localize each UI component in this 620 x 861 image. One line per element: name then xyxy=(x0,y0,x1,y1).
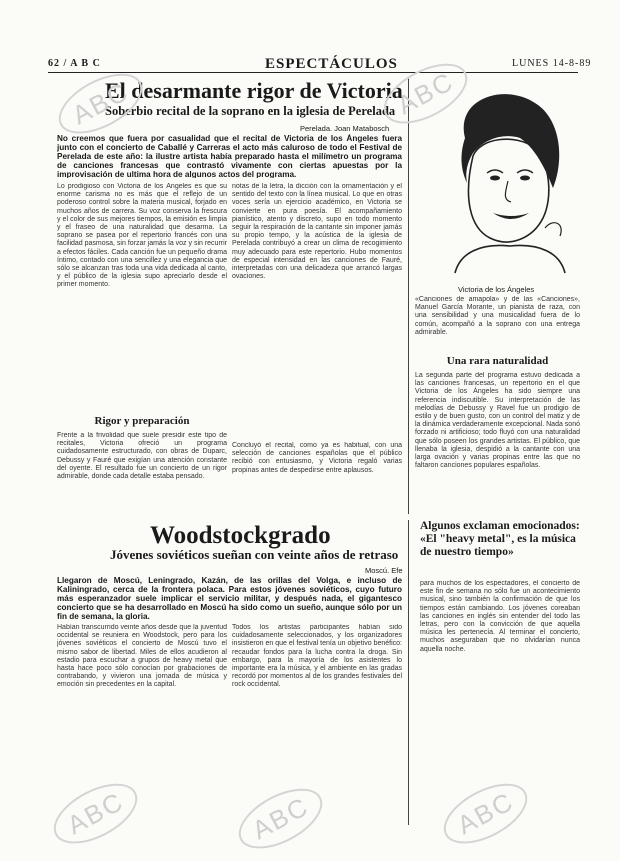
article2-column-1: Habían transcurrido veinte años desde que la juventud occidental se reuniera en Woodstock, pero para los jóvenes soviéticos el concierto de Moscú tuvo el mismo sabor de libertad. Miles de ellos acudieron al estadio para escuchar a grupos de heavy metal que hasta hace poco sólo conocían por grabaciones de contrabando, y vivieron una jornada de música y emoción sin precedentes en la capital. xyxy=(57,624,227,689)
column-divider xyxy=(408,78,409,514)
caricature-drawing xyxy=(425,78,580,278)
article1-subhead-2: Una rara naturalidad xyxy=(446,355,549,367)
article1-subtitle: Soberbio recital de la soprano en la iglesia de Perelada xyxy=(105,104,396,118)
page-date: LUNES 14-8-89 xyxy=(512,58,592,69)
section-title: ESPECTÁCULOS xyxy=(265,56,398,72)
abc-watermark: ABC xyxy=(434,771,537,855)
abc-watermark: ABC xyxy=(44,771,147,855)
abc-watermark: ABC xyxy=(229,776,332,860)
article1-column-1: Lo prodigioso con Victoria de los Ángeles es que su enorme carisma no es más que el reflejo de un poderoso control sobre la materia musical, forjado en muchos años de carrera. Su voz conserva la frescura y el color de sus mejores tiempos, la emisión es limpia y el fraseo de una naturalidad que desarma. La soprano se pasea por el repertorio francés con una facilidad pasmosa, sin forzar jamás la voz y sin recurrir a efectos fáciles. Cada canción fue un pequeño drama íntimo, contado con una sencillez y una elegancia que sólo se alcanzan tras toda una vida dedicada al canto, y el público de la iglesia supo apreciarlo desde el primer momento. xyxy=(57,183,227,289)
article2-column-3: para muchos de los espectadores, el concierto de este fin de semana no sólo fue un acontecimiento musical, sino también la confirmación de que los tiempos están cambiando. Los jóvenes coreaban las canciones en inglés sin entender del todo las letras, pero con la convicción de que aquella música les pertenecía. Al terminar el concierto, muchos aseguraban que no olvidarían nunca aquella noche. xyxy=(420,580,580,653)
article2-byline: Moscú. Efe xyxy=(365,566,403,575)
column-divider-2 xyxy=(408,520,409,825)
article1-column-2b: Concluyó el recital, como ya es habitual, con una selección de canciones españolas que el público recibió con entusiasmo, y Victoria regaló varias propinas antes de despedirse entre aplausos. xyxy=(232,442,402,474)
article2-pullquote: Algunos exclaman emocionados: «El "heavy metal", es la música de nuestro tiempo» xyxy=(420,520,580,558)
article1-subhead-1: Rigor y preparación xyxy=(94,415,190,427)
page-label: 62 / A B C xyxy=(48,58,101,69)
article2-column-2: Todos los artistas participantes habían sido cuidadosamente seleccionados, y los organizadores insistieron en que el festival tenía un objetivo benéfico: recaudar fondos para la lucha contra la droga. Sin embargo, para la mayoría de los asistentes lo importante era la música, y el ambiente en las gradas recordó por momentos al de los grandes festivales del rock occidental. xyxy=(232,624,402,689)
article2-title: Woodstockgrado xyxy=(150,522,331,549)
article1-column-2: notas de la letra, la dicción con la ornamentación y el sentido del texto con la línea musical. Lo que en otras voces sería un ejercicio académico, en Victoria se convierte en pura poesía. El acompañamiento pianístico, atento y discreto, supo en todo momento seguir la respiración de la cantante sin imponer jamás su propio tempo, y la acústica de la iglesia de Perelada contribuyó a crear un clima de recogimiento muy adecuado para este repertorio. Hubo momentos de especial intensidad en las canciones de Fauré, interpretadas con una delicadeza que arrancó largas ovaciones. xyxy=(232,183,402,281)
article1-column-1b: Frente a la frivolidad que suele presidir este tipo de recitales, Victoria ofreció un programa cuidadosamente estructurado, con obras de Duparc, Debussy y Fauré que exigían una atención constante del oyente. El resultado fue un concierto de un rigor admirable, donde cada detalle estaba pensado. xyxy=(57,432,227,481)
article1-column-3-top: «Canciones de amapola» y de las «Canciones», Manuel García Morante, un pianista de raza, con una sensibilidad y una musicalidad fuera de lo común, acompañó a la soprano con una entrega admirable. xyxy=(415,296,580,336)
caricature-illustration xyxy=(425,78,580,278)
abc-watermark: ABC xyxy=(374,51,477,135)
caricature-caption: Victoria de los Ángeles xyxy=(458,285,535,294)
article1-title: El desarmante rigor de Victoria xyxy=(105,78,403,103)
article2-subtitle: Jóvenes soviéticos sueñan con veinte años de retraso xyxy=(110,547,399,562)
article1-lead: No creemos que fuera por casualidad que el recital de Victoria de los Ángeles fuera junto con el concierto de Caballé y Carreras el acto más caluroso de todo el Festival de Perelada de este año: la ilustre artista había preparado hasta el milímetro un programa de canciones francesas que contrastó vivamente con ciertas apuestas por la improvisación de ultima hora de algunos actos del programa. xyxy=(57,134,402,178)
abc-watermark: ABC xyxy=(49,61,152,145)
article1-column-3: La segunda parte del programa estuvo dedicada a las canciones francesas, un repertorio en el que Victoria de los Ángeles ha sido siempre una referencia indiscutible. Su interpretación de las melodías de Debussy y Ravel fue un prodigio de estilo y de buen gusto, con un control del matiz y de la dinámica verdaderamente excepcional. Nada sonó forzado ni artificioso; todo fluyó con una naturalidad que sólo poseen los grandes artistas. El público, que llenaba la iglesia, despidió a la cantante con una larga ovación y varias propinas entre las que no faltaron canciones populares españolas. xyxy=(415,372,580,470)
article2-lead: Llegaron de Moscú, Leningrado, Kazán, de las orillas del Volga, e incluso de Kaliningrado, cerca de la frontera polaca. Para estos jóvenes soviéticos, cuyo futuro más esperanzador suele implicar el servicio militar, y después nada, el gigantesco concierto que se ha desarrollado en Moscú ha sido como un sueño, aunque sólo por un fin de semana, la gloria. xyxy=(57,576,402,620)
article1-byline: Perelada. Joan Matabosch xyxy=(300,124,390,133)
